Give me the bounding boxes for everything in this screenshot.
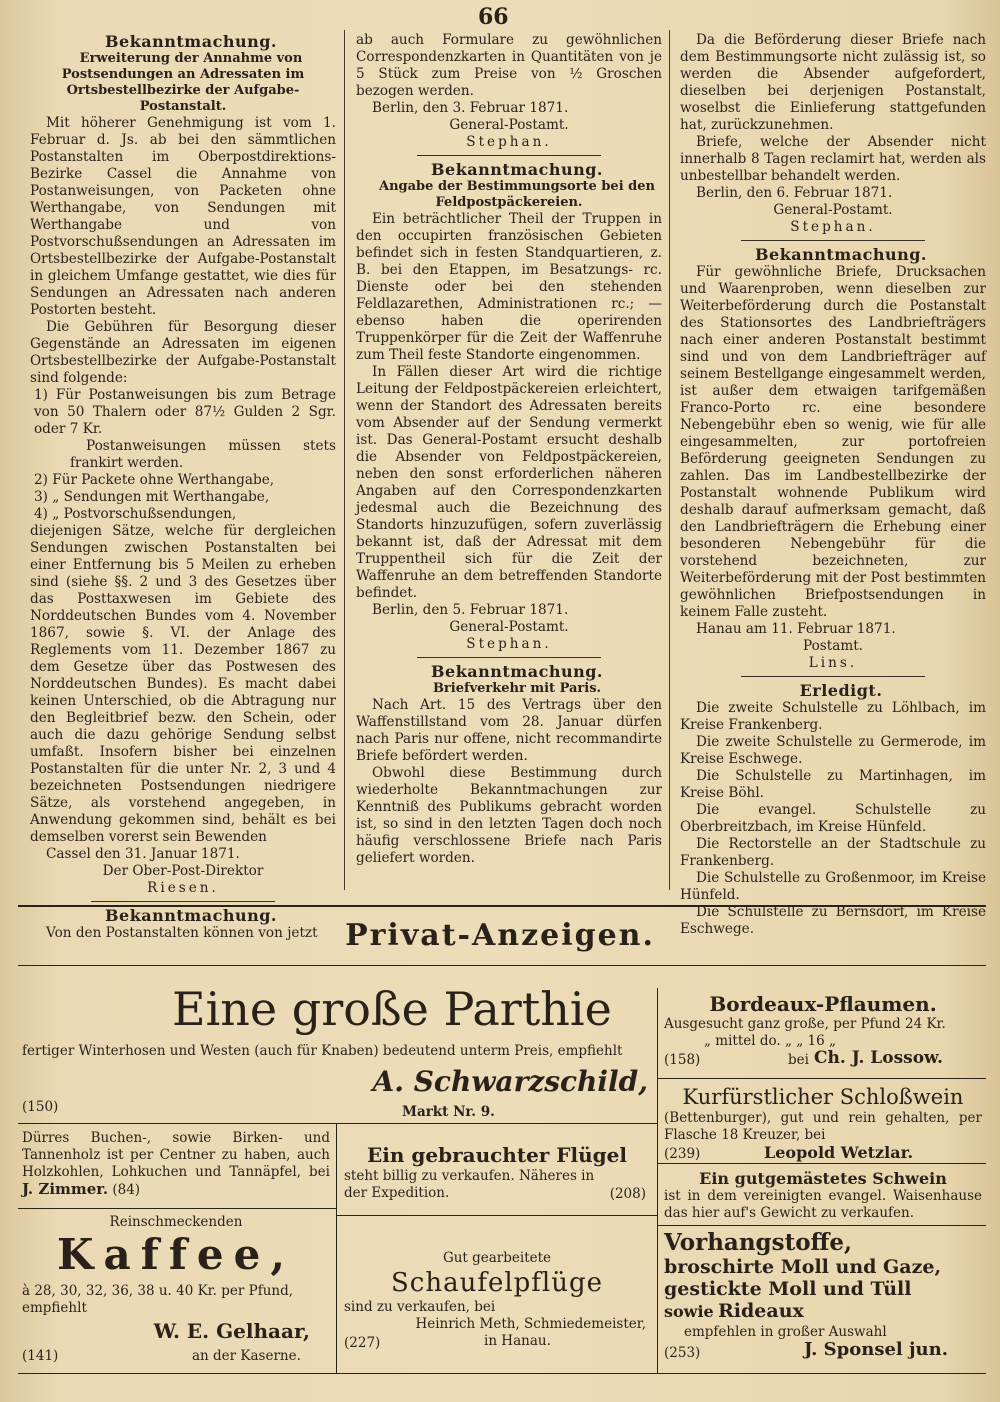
ad-number: (150) bbox=[22, 1099, 59, 1115]
notice-date: Berlin, den 6. Februar 1871. bbox=[696, 185, 893, 201]
notice-subtitle: Erweiterung der Annahme von Postsendungen an Adressaten im Ortsbestellbezirke der Aufgabe-Postanstalt. bbox=[61, 51, 305, 114]
ad-top: Gut gearbeitete bbox=[442, 1250, 552, 1266]
notice-paragraph: In Fällen dieser Art wird die richtige Leitung der Feldpostpäckereien erleichtert, wenn der Standort des Adressaten bereits vom Absender auf der Sendung vermerkt ist. Das General-Postamt ersucht deshalb die Absender von Feldpostpäckereien, neben den sonst erforderlichen näheren Angaben auf den Correspondenzkarten jedesmal auch die Bezeichnung des Standorts hinzuzufügen, sofern zuverlässig bekannt ist, daß der Adressat mit dem Truppentheil sich für die Zeit der Waffenruhe an dem betreffenden Standorte befindet. bbox=[356, 364, 662, 601]
erledigt-heading: Erledigt. bbox=[799, 681, 883, 700]
page-number: 66 bbox=[478, 4, 509, 30]
ad-rule bbox=[336, 1123, 337, 1373]
notice-signer: Stephan. bbox=[790, 219, 876, 235]
notice-date: Berlin, den 3. Februar 1871. bbox=[372, 100, 569, 116]
notice-paragraph: Obwohl diese Bestimmung durch wiederholte Bekanntmachungen zur Kenntniß des Publikums gebracht worden ist, so sind in den letzten Tagen doch noch häufig verschlossene Briefe nach Paris geliefert worden. bbox=[356, 765, 662, 866]
notice-signer-title: Der Ober-Post-Direktor bbox=[102, 863, 264, 879]
ad-seller: Heinrich Meth, Schmiedemeister, bbox=[415, 1316, 646, 1332]
ad-headline: Eine große Parthie bbox=[172, 982, 612, 1036]
ad-number: (208) bbox=[609, 1186, 646, 1202]
ad-kaffee bbox=[22, 1214, 330, 1370]
notice-paragraph: Mit höherer Genehmigung ist vom 1. Februar d. Js. ab bei den sämmtlichen Postanstalten im Oberpostdirektions-Bezirke Cassel die Annahme von Postanweisungen, von Packeten ohne Werthangabe, von Sendungen mit Werthangabe und von Postvorschußsendungen an Adressaten im Ortsbestellbezirke der Aufgabe-Postanstalt in gleichem Umfange gestattet, wie dies für Sendungen an Adressaten nach anderen Postorten besteht. bbox=[30, 115, 336, 318]
ad-text: steht billig zu verkaufen. Näheres in der Expedition. bbox=[344, 1168, 595, 1201]
ad-number: (253) bbox=[664, 1345, 701, 1361]
erledigt-item: Die Schulstelle zu Bernsdorf, im Kreise Eschwege. bbox=[680, 904, 986, 937]
notice-subtitle: Angabe der Bestimmungsorte bei den Feldpostpäckereien. bbox=[379, 179, 655, 210]
fee-item: 2) Für Packete ohne Werthangabe, bbox=[34, 472, 275, 488]
fee-item: 4) „ Postvorschußsendungen, bbox=[34, 506, 237, 522]
notice-paragraph: Von den Postanstalten können von jetzt bbox=[46, 925, 318, 941]
ad-headline: Kaffee, bbox=[57, 1230, 295, 1279]
ad-seller: W. E. Gelhaar, bbox=[153, 1319, 310, 1343]
notice-heading: Bekanntmachung. bbox=[754, 245, 927, 264]
erledigt-item: Die Rectorstelle an der Stadtschule zu Frankenberg. bbox=[680, 836, 986, 869]
notice-date: Berlin, den 5. Februar 1871. bbox=[372, 602, 569, 618]
notice-separator bbox=[741, 240, 925, 241]
erledigt-item: Die Schulstelle zu Großenmoor, im Kreise Hünfeld. bbox=[680, 870, 986, 903]
ad-text: sind zu verkaufen, bei bbox=[344, 1299, 496, 1315]
fee-item: 1) Für Postanweisungen bis zum Betrage von 50 Thalern oder 87½ Gulden 2 Sgr. oder 7 Kr. bbox=[34, 387, 336, 437]
erledigt-item: Die evangel. Schulstelle zu Oberbreitzbach, im Kreise Hünfeld. bbox=[680, 802, 986, 835]
ad-top: Reinschmeckenden bbox=[109, 1214, 243, 1230]
notice-signer: Riesen. bbox=[147, 880, 219, 896]
notice-heading: Bekanntmachung. bbox=[430, 662, 603, 681]
column-3 bbox=[680, 32, 986, 938]
ad-line-prefix: sowie bbox=[664, 1302, 714, 1321]
ad-schaufel bbox=[344, 1250, 650, 1370]
ad-text: empfehlen in großer Auswahl bbox=[684, 1324, 887, 1340]
ad-firm: A. Schwarzschild, bbox=[372, 1065, 648, 1098]
ad-fluegel bbox=[344, 1142, 650, 1202]
ad-seller: J. Sponsel jun. bbox=[804, 1339, 948, 1360]
ad-seller: J. Zimmer. bbox=[22, 1180, 109, 1198]
notice-separator bbox=[91, 901, 275, 902]
ad-number: (158) bbox=[664, 1052, 701, 1068]
ad-seller: Ch. J. Lossow. bbox=[814, 1048, 943, 1068]
ad-line: broschirte Moll und Gaze, bbox=[664, 1256, 942, 1278]
ad-schwarzschild bbox=[22, 975, 652, 1121]
ad-number: (84) bbox=[112, 1182, 141, 1198]
notice-paragraph: ab auch Formulare zu gewöhnlichen Correspondenzkarten in Quantitäten von je 5 Stück zum Preise von ½ Groschen bezogen werden. bbox=[356, 32, 662, 99]
ad-address: an der Kaserne. bbox=[192, 1348, 301, 1364]
ad-headline: Bordeaux-Pflaumen. bbox=[709, 992, 937, 1016]
column-1 bbox=[30, 32, 336, 942]
ad-rule bbox=[18, 1208, 336, 1209]
notice-office: General-Postamt. bbox=[773, 202, 893, 218]
ad-line: „ mittel do. „ „ 16 „ bbox=[704, 1033, 837, 1049]
ad-zimmer bbox=[22, 1130, 330, 1199]
notice-paragraph: Die Gebühren für Besorgung dieser Gegenstände an Adressaten im eigenen Ortsbestellbezirke der Aufgabe-Postanstalt sind folgende: bbox=[30, 319, 336, 386]
erledigt-item: Die zweite Schulstelle zu Löhlbach, im Kreise Frankenberg. bbox=[680, 700, 986, 733]
ad-headline: Ein gebrauchter Flügel bbox=[367, 1143, 627, 1167]
notice-office: Postamt. bbox=[803, 638, 863, 654]
erledigt-item: Die Schulstelle zu Martinhagen, im Kreise Böhl. bbox=[680, 768, 986, 801]
ad-city: in Hanau. bbox=[484, 1333, 551, 1349]
section-rule bbox=[18, 905, 986, 907]
fee-item: 3) „ Sendungen mit Werthangabe, bbox=[34, 489, 270, 505]
notice-date: Hanau am 11. Februar 1871. bbox=[696, 621, 896, 637]
notice-signer: Stephan. bbox=[466, 636, 552, 652]
ad-number: (141) bbox=[22, 1348, 59, 1364]
column-rule bbox=[344, 30, 345, 890]
erledigt-list bbox=[680, 700, 986, 938]
column-2 bbox=[356, 32, 662, 867]
ad-rule bbox=[657, 1225, 986, 1226]
notice-office: General-Postamt. bbox=[449, 619, 569, 635]
notice-heading: Bekanntmachung. bbox=[104, 906, 277, 925]
ad-bordeaux bbox=[664, 992, 982, 1070]
notice-paragraph: diejenigen Sätze, welche für dergleichen Sendungen zwischen Postanstalten bei einer Entfernung bis 5 Meilen zu erheben sind (siehe §§. 2 und 3 des Gesetzes über das Posttaxwesen im Gebiete des Norddeutschen Bundes vom 4. November 1867, sowie §. VI. der Anlage des Reglements vom 11. Dezember 1867 zu dem Gesetze über das Postwesen des Norddeutschen Bundes). Es macht dabei keinen Unterschied, ob die Abtragung nur den Begleitbrief bezw. den Schein, oder auch die dazu gehörige Sendung selbst umfaßt. Insofern bisher bei einzelnen Postanstalten für die unter Nr. 2, 3 und 4 bezeichneten Postsendungen niedrigere Sätze, als vorstehend angegeben, in Anwendung gekommen sind, behält es bei demselben vorerst sein Bewenden bbox=[30, 523, 336, 845]
notice-paragraph: Für gewöhnliche Briefe, Drucksachen und Waarenproben, wenn dieselben zur Weiterbeförderung durch die Postanstalt des Stationsortes des Landbriefträgers nach einer anderen Postanstalt bestimmt sind und von dem Landbriefträger auf seinem Bestellgange eingesammelt werden, ist außer dem etwaigen tarifgemäßen Franco-Porto rc. eine besondere Nebengebühr eben so wenig, wie für alle eingesammelten, zur portofreien Beförderung geeigneten Sendungen zu zahlen. Das im Landbestellbezirke der Postanstalt wohnende Publikum wird deshalb darauf aufmerksam gemacht, daß den Landbriefträgern die Erhebung einer besonderen Nebengebühr für die vorstehend bezeichneten, zur Weiterbeförderung mit der Post bestimmten gewöhnlichen Briefpostsendungen in keinem Falle zusteht. bbox=[680, 264, 986, 620]
fee-note: Postanweisungen müssen stets frankirt werden. bbox=[70, 438, 336, 471]
ad-text: ist in dem vereinigten evangel. Waisenhause das hier auf's Gewicht zu verkaufen. bbox=[664, 1188, 982, 1221]
ad-schlosswein bbox=[664, 1084, 982, 1164]
ad-text: fertiger Winterhosen und Westen (auch für Knaben) bedeutend unterm Preis, empfiehlt bbox=[22, 1043, 623, 1059]
column-rule bbox=[669, 30, 670, 890]
ad-rule bbox=[657, 988, 658, 1373]
notice-separator bbox=[417, 657, 601, 658]
ad-seller-prefix: bei bbox=[788, 1052, 809, 1068]
ad-line: gestickte Moll und Tüll bbox=[664, 1278, 912, 1300]
ad-seller: Leopold Wetzlar. bbox=[764, 1143, 914, 1162]
ad-line: Ausgesucht ganz große, per Pfund 24 Kr. bbox=[664, 1016, 946, 1032]
ad-headline: Schaufelpflüge bbox=[390, 1268, 604, 1298]
ads-section-title: Privat-Anzeigen. bbox=[345, 918, 655, 953]
ad-address: Markt Nr. 9. bbox=[402, 1104, 495, 1120]
section-rule bbox=[18, 965, 986, 966]
notice-separator bbox=[741, 676, 925, 677]
ad-schwein bbox=[664, 1169, 982, 1222]
notice-heading: Bekanntmachung. bbox=[104, 32, 277, 51]
ad-rule bbox=[18, 1373, 986, 1374]
ad-rule bbox=[657, 1078, 986, 1079]
ad-headline: Ein gutgemästetes Schwein bbox=[699, 1169, 947, 1188]
notice-paragraph: Briefe, welche der Absender nicht innerhalb 8 Tagen reclamirt hat, werden als unbestellbar behandelt werden. bbox=[680, 134, 986, 184]
notice-separator bbox=[417, 155, 601, 156]
notice-subtitle: Briefverkehr mit Paris. bbox=[432, 681, 602, 696]
ad-rule bbox=[18, 1123, 657, 1124]
ad-number: (227) bbox=[344, 1335, 381, 1351]
ad-text: (Bettenburger), gut und rein gehalten, per Flasche 18 Kreuzer, bei bbox=[664, 1110, 982, 1143]
notice-paragraph: Da die Beförderung dieser Briefe nach dem Bestimmungsorte nicht zulässig ist, so werden die Absender aufgefordert, dieselben bei derjenigen Postanstalt, woselbst die Einlieferung stattgefunden hat, zurückzunehmen. bbox=[680, 32, 986, 133]
ad-line: Vorhangstoffe, bbox=[664, 1229, 853, 1256]
ad-text: Dürres Buchen-, sowie Birken- und Tannenholz ist per Centner zu haben, auch Holzkohlen, Lohkuchen und Tannäpfel, bei bbox=[22, 1130, 330, 1180]
ad-line: Rideaux bbox=[718, 1300, 804, 1322]
ad-number: (239) bbox=[664, 1146, 701, 1162]
erledigt-item: Die zweite Schulstelle zu Germerode, im Kreise Eschwege. bbox=[680, 734, 986, 767]
ad-vorhang bbox=[664, 1230, 982, 1370]
ad-headline: Kurfürstlicher Schloßwein bbox=[682, 1085, 964, 1109]
notice-paragraph: Nach Art. 15 des Vertrags über den Waffenstillstand vom 28. Januar dürfen nach Paris nur offene, nicht recommandirte Briefe befördert werden. bbox=[356, 697, 662, 764]
ad-rule bbox=[336, 1215, 657, 1216]
notice-signer: Lins. bbox=[808, 655, 858, 671]
ad-text: à 28, 30, 32, 36, 38 u. 40 Kr. per Pfund, empfiehlt bbox=[22, 1283, 294, 1316]
notice-signer: Stephan. bbox=[466, 134, 552, 150]
notice-office: General-Postamt. bbox=[449, 117, 569, 133]
notice-date: Cassel den 31. Januar 1871. bbox=[46, 846, 240, 862]
notice-paragraph: Ein beträchtlicher Theil der Truppen in den occupirten französischen Gebieten befindet sich in festen Standquartieren, z. B. bei den Etappen, im Besatzungs- rc. Dienste oder bei den stehenden Feldlazarethen, Administrationen rc.; — ebenso haben die operirenden Truppenkörper für die Zeit der Waffenruhe zum Theil feste Standorte eingenommen. bbox=[356, 211, 662, 363]
notice-heading: Bekanntmachung. bbox=[430, 160, 603, 179]
